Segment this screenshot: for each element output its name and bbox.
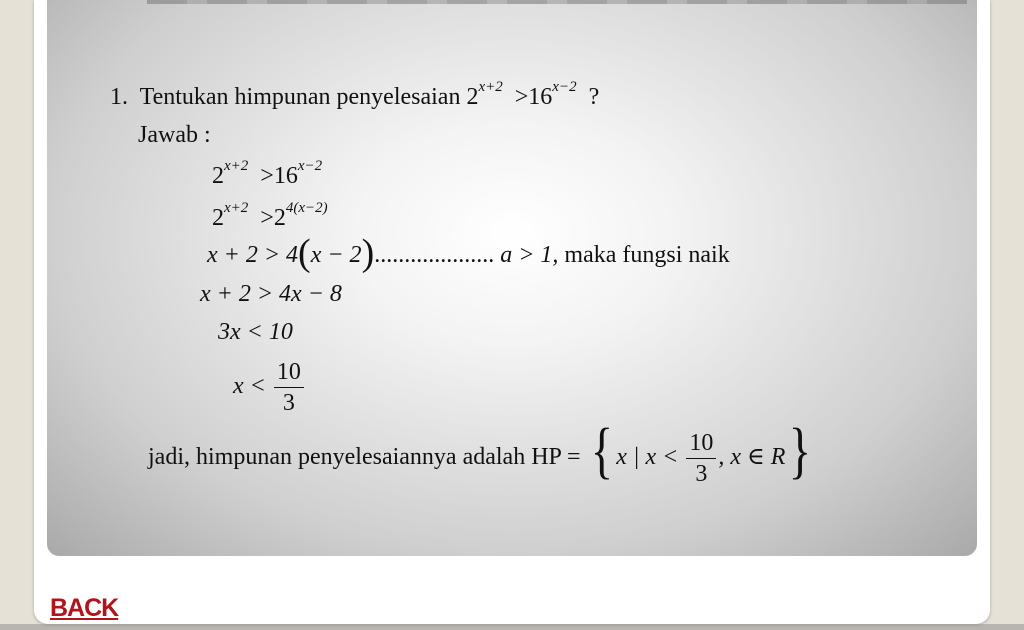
step-2-base-right: 2 <box>273 205 286 231</box>
conclusion-numerator: 10 <box>686 428 716 459</box>
step-3-paren-open: ( <box>298 232 311 274</box>
step-3-paren-close: ) <box>361 232 375 274</box>
conclusion-fraction <box>686 428 716 489</box>
problem-text: Tentukan himpunan penyelesaian <box>139 84 461 110</box>
top-decoration <box>147 0 967 4</box>
step-6-fraction <box>274 357 304 418</box>
answer-label: Jawab : <box>138 122 211 148</box>
problem-base1: 2 <box>466 84 479 110</box>
step-3-inner: x − 2 <box>310 242 362 268</box>
set-tail: , x ∈ R <box>718 444 786 471</box>
step-1-base-left: 2 <box>212 163 224 189</box>
conclusion: jadi, himpunan penyelesaiannya adalah HP = { x | x < $\frac{10}{3}$ , x ∈ R} <box>148 417 812 487</box>
set-condition: x | x < <box>616 444 679 471</box>
step-2 <box>212 200 328 232</box>
problem-number: 1. <box>110 84 128 110</box>
step-1-op: > <box>260 163 274 189</box>
step-6-denominator: 3 <box>282 390 295 416</box>
content-panel <box>47 0 977 556</box>
step-2-exp-right: 4(x−2) <box>285 200 328 216</box>
slide <box>34 0 990 624</box>
step-1-exp-left: x+2 <box>224 158 249 174</box>
problem-exp2: x−2 <box>552 79 577 95</box>
step-3-note: maka fungsi naik <box>564 242 730 268</box>
step-1-exp-right: x−2 <box>297 158 323 174</box>
step-6-numerator: 10 <box>274 357 304 388</box>
step-3 <box>207 232 730 274</box>
step-6 <box>233 357 306 418</box>
problem-statement <box>110 79 600 111</box>
step-2-base-left: 2 <box>212 205 224 231</box>
step-1-base-right: 16 <box>273 163 298 189</box>
step-2-exp-left: x+2 <box>224 200 249 216</box>
step-4: x + 2 > 4x − 8 <box>200 281 342 307</box>
problem-relation: > <box>514 84 529 110</box>
bottom-bar <box>0 624 1024 630</box>
problem-qmark: ? <box>588 84 600 110</box>
step-6-lhs: x < <box>233 373 266 400</box>
step-2-op: > <box>260 205 274 231</box>
step-3-condition: a > 1, <box>500 242 559 268</box>
conclusion-denominator: 3 <box>695 461 708 487</box>
problem-exp1: x+2 <box>478 79 503 95</box>
step-3-dots: .................... <box>374 242 495 268</box>
step-5: 3x < 10 <box>218 319 293 345</box>
step-3-lhs: x + 2 > 4 <box>207 242 299 268</box>
back-button[interactable]: BACK <box>50 594 119 622</box>
problem-base2: 16 <box>528 84 553 110</box>
conclusion-text: jadi, himpunan penyelesaiannya adalah HP = <box>148 444 581 471</box>
step-1 <box>212 158 323 190</box>
